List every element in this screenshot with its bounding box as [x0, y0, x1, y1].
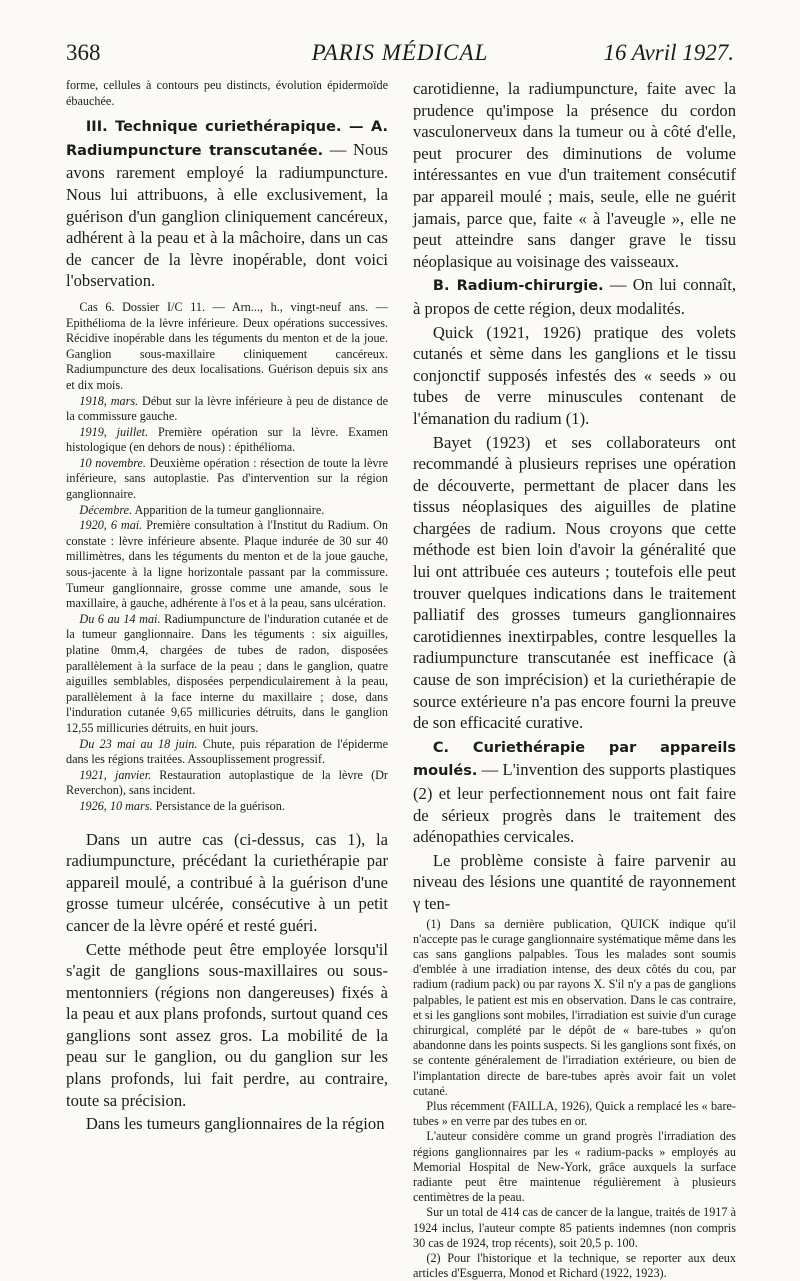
section-number: III. — [85, 119, 108, 136]
body-paragraph: Cette méthode peut être employée lorsqu'il s'agit de ganglions sous-maxillaires ou sous-mentonniers (régions non dangereuses) fixés à la peau et aux plans profonds, surtout quand ces ganglions sont assez gros. La mobilité de la peau sur le ganglion, ou du ganglion sur les plans profonds, lui fait perdre, au contraire, toute sa précision. — [66, 939, 388, 1110]
running-head — [66, 40, 734, 70]
subheading-b: B. Radium-chirurgie. — [432, 278, 604, 295]
footnote: L'auteur considère comme un grand progrès l'irradiation des régions ganglionnaires par les « radium-packs » employés au Memorial Hospital de New-York, grâce auxquels la surface radiante peut être maintenue régulièrement à plusieurs centimètres de la peau. — [413, 1129, 736, 1205]
case-entry: Du 23 mai au 18 juin. Chute, puis réparation de l'épiderme dans les régions traitées. Assouplissement progressif. — [66, 736, 388, 767]
subsection-b-paragraph: B. Radium-chirurgie. — On lui connaît, à propos de cette région, deux modalités. — [413, 275, 736, 318]
case-entry: Décembre. Apparition de la tumeur ganglionnaire. — [79, 502, 325, 517]
subsection-c-paragraph: C. Curiethérapie par appareils moulés. — L'invention des supports plastiques (2) et leur perfectionnement nous ont fait faire de sérieux progrès dans le traitement des adénopathies cervicales. — [413, 739, 736, 847]
footnote: (1) Dans sa dernière publication, QUICK indique qu'il n'accepte pas le curage ganglionnaire systématique même dans les cas sans ganglions palpables. Tous les malades sont soumis d'emblée à une irradiation intense, des deux côtés du cou, par radium (radium pack) ou par rayons X. S'il n'y a pas de ganglions palpables, le patient est mis en observation. Dans le cas contraire, et si les ganglions sont mobiles, l'irradiation est suivie d'un curage chirurgical, complété par le dépôt de « bare-tubes » qu'on abandonne dans les points suspects. Si les ganglions sont fixés, on se contente généralement de l'irradiation extérieure, ou bien de l'implantation directe de bare-tubes après avoir fait un volet cutané. — [413, 916, 737, 1098]
case-entry: 1918, mars. Début sur la lèvre inférieure à peu de distance de la commissure gauche. — [66, 393, 389, 424]
intro-text: forme, cellules à contours peu distincts, évolution épidermoïde ébauchée. — [66, 78, 388, 108]
subheading-a: — A. Radiumpuncture transcutanée. — [66, 119, 388, 159]
left-column — [66, 78, 388, 1137]
page-number: 368 — [66, 40, 101, 65]
body-paragraph: Quick (1921, 1926) pratique des volets cutanés et sème dans les ganglions et le tissu conjonctif supposés infestés des « seeds » ou tubes de verre minuscules contenant de l'émanation du radium (1). — [413, 322, 736, 428]
case-entry: Du 6 au 14 mai. Radiumpuncture de l'induration cutanée et de la tumeur ganglionnaire. Dans les téguments : six aiguilles, platine 0mm,4, chargées de tubes de radon, disposées parallèlement à la surface de la peau ; dans le ganglion, quatre aiguilles semblables, disposées perpendiculairement à la peau, parallèlement à la face interne du maxillaire ; dose, dans l'induration cutanée 9,65 millicuries détruits, dans le ganglion 12,55 millicuries détruits, en huit jours. — [66, 611, 389, 735]
section-iii-paragraph — [66, 115, 388, 292]
body-paragraph: Bayet (1923) et ses collaborateurs ont recommandé à plusieurs reprises une opération de découverte, permettant de placer dans les tissus néoplasiques des aiguilles de platine chargées de radium. Nous croyons que cette méthode est bien loin d'avoir la généralité que lui ont attribuée ces auteurs ; toutefois elle peut trouver quelques indications dans le traitement palliatif des grosses tumeurs ganglionnaires carotidiennes inextirpables, contre lesquelles la radiumpuncture transcutanée est inefficace (à cause de son imprécision) et la curiethérapie de source extérieure n'a pas encore fourni la preuve de son efficacité curative. — [413, 432, 736, 733]
case-entry: 1919, juillet. Première opération sur la lèvre. Examen histologique (en dehors de nous) : épithélioma. — [66, 424, 389, 455]
case-observation — [66, 300, 388, 815]
footnote: Plus récemment (FAILLA, 1926), Quick a remplacé les « bare-tubes » en verre par des tubes en or. — [413, 1099, 736, 1129]
footnote: Sur un total de 414 cas de cancer de la langue, traités de 1917 à 1924 inclus, l'auteur compte 85 patients indemnes (non compris 30 cas de 1924, trop récents), soit 20,5 p. 100. — [413, 1205, 736, 1250]
journal-title: PARIS MÉDICAL — [311, 40, 489, 65]
body-paragraph: Dans les tumeurs ganglionnaires de la région — [85, 1114, 385, 1134]
case-summary: Cas 6. Dossier I/C 11. — Arn..., h., vingt-neuf ans. — Epithélioma de la lèvre inférieure. Deux opérations successives. Récidive inopérable dans les téguments du menton et de la joue. Ganglion sous-maxillaire cliniquement cancéreux. Radiumpuncture des deux localisations. Guérison depuis six ans et dix mois. — [66, 299, 388, 392]
body-paragraph: Dans un autre cas (ci-dessus, cas 1), la radiumpuncture, précédant la curiethérapie par appareil moulé, a contribué à la guérison d'une grosse tumeur ulcérée, consécutive à un petit cancer de la lèvre opéré et resté guéri. — [66, 829, 388, 935]
case-entry: 1921, janvier. Restauration autoplastique de la lèvre (Dr Reverchon), sans incident. — [66, 767, 388, 798]
subheading-c: C. Curiethérapie par appareils moulés. — [413, 739, 736, 780]
case-entry: 1926, 10 mars. Persistance de la guérison. — [79, 798, 285, 813]
footnotes — [413, 917, 736, 1281]
footnote: (2) Pour l'historique et la technique, se reporter aux deux articles d'Esguerra, Monod et Richard (1922, 1923). — [413, 1251, 736, 1281]
body-paragraph: Le problème consiste à faire parvenir au niveau des lésions une quantité de rayonnement γ ten- — [413, 850, 736, 913]
paragraph-text: — Nous avons rarement employé la radiumpuncture. Nous lui attribuons, à elle exclusivement, la guérison d'un ganglion cliniquement cancéreux, adhérent à la peau et à la mâchoire, dans un cas de cancer de la lèvre inopérable, dont voici l'observation. — [66, 139, 389, 291]
issue-date: 16 Avril 1927. — [603, 40, 734, 65]
right-column — [413, 78, 736, 1281]
case-entry: 1920, 6 mai. Première consultation à l'Institut du Radium. On constate : lèvre inférieure absente. Plaque indurée de 30 sur 40 millimètres, dans les téguments du menton et de la joue gauche, sous-jacente à la ligne horizontale passant par la commissure. Tumeur ganglionnaire, grosse comme une amande, sous le maxillaire, à gauche, adhérente à l'os et à la peau, sans ulcération. — [66, 518, 389, 611]
section-title: Technique curiethérapique. — [115, 119, 342, 136]
body-paragraph: carotidienne, la radiumpuncture, faite avec la prudence qu'impose la présence du cordon vasculonerveux dans la tumeur ou à côté d'elle, peut procurer des diminutions de volume intéressantes en vue d'un traitement consécutif par appareil moulé ; mais, seule, elle ne guérit jamais, parce que, faite « à l'aveugle », elle ne peut atteindre sans danger grave le tissu néoplasique au voisinage des vaisseaux. — [413, 79, 736, 271]
case-entry: 10 novembre. Deuxième opération : résection de toute la lèvre inférieure, sans autoplastie. Pas d'intervention sur la région ganglionnaire. — [66, 455, 388, 502]
